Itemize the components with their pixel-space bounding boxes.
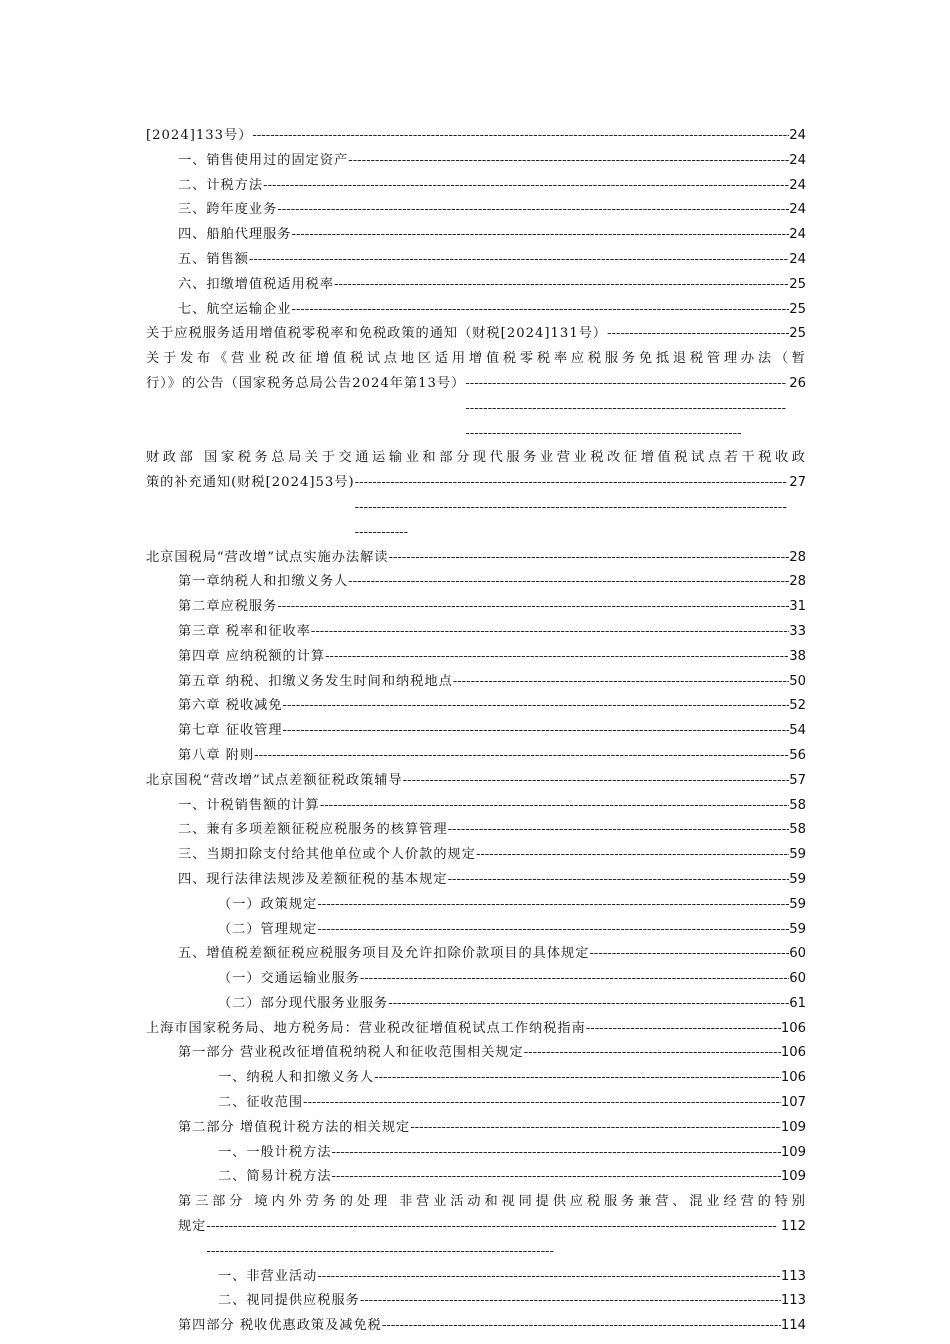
dot-leader: [348, 570, 789, 595]
toc-entry-title: 一、销售使用过的固定资产: [178, 152, 349, 168]
toc-entry-title: 关于应税服务适用增值税零税率和免税政策的通知（财税[2024]131号）: [146, 326, 608, 342]
toc-entry-page: 24: [789, 227, 806, 243]
toc-entry-title: 四、现行法律法规涉及差额征税的基本规定: [178, 871, 448, 887]
toc-entry-page: 24: [789, 202, 806, 218]
toc-entry[interactable]: [146, 843, 806, 868]
toc-entry-title: （二）部分现代服务业服务: [218, 995, 389, 1011]
toc-entry-page: 109: [780, 1144, 806, 1160]
toc-entry-page: 59: [789, 871, 806, 887]
dot-leader: [465, 372, 789, 446]
toc-entry-page: 24: [789, 152, 806, 168]
toc-entry-title-line1: 第三部分 境内外劳务的处理 非营业活动和视同提供应税服务兼营、混业经营的特别: [178, 1194, 806, 1210]
toc-entry-title: 第五章 纳税、扣缴义务发生时间和纳税地点: [178, 673, 453, 689]
toc-entry-page: 28: [789, 574, 806, 590]
toc-entry-page: 59: [789, 921, 806, 937]
toc-entry-page: 38: [789, 648, 806, 664]
toc-entry[interactable]: [146, 149, 806, 174]
toc-entry-title: 四、船舶代理服务: [178, 227, 292, 243]
toc-entry-page: 60: [789, 946, 806, 962]
toc-entry[interactable]: [146, 992, 806, 1017]
toc-entry-page: 61: [789, 995, 806, 1011]
toc-entry[interactable]: [146, 1141, 806, 1166]
toc-entry-page: 24: [789, 177, 806, 193]
dot-leader: [320, 794, 789, 819]
dot-leader: [355, 471, 790, 545]
toc-entry-page: 54: [789, 723, 806, 739]
dot-leader: [252, 124, 789, 149]
toc-entry-page: 28: [789, 549, 806, 565]
toc-entry[interactable]: [146, 570, 806, 595]
dot-leader: [607, 322, 789, 347]
toc-entry-page: 60: [789, 971, 806, 987]
toc-entry-title: 三、当期扣除支付给其他单位或个人价款的规定: [178, 847, 476, 863]
dot-leader: [586, 1017, 781, 1042]
toc-entry-title: 北京国税“营改增”试点差额征税政策辅导: [146, 772, 403, 788]
toc-entry[interactable]: [146, 868, 806, 893]
dot-leader: [292, 298, 790, 323]
toc-entry[interactable]: [146, 174, 806, 199]
dot-leader: [388, 546, 789, 571]
dot-leader: [332, 1141, 781, 1166]
dot-leader: [283, 719, 790, 744]
toc-entry-title: 二、计税方法: [178, 177, 264, 193]
toc-entry-page: 106: [780, 1045, 806, 1061]
toc-entry[interactable]: [146, 124, 806, 149]
toc-entry[interactable]: [146, 1041, 806, 1066]
toc-entry-page: 25: [789, 276, 806, 292]
toc-entry-page: 59: [789, 847, 806, 863]
toc-entry-title: （一）交通运输业服务: [218, 971, 360, 987]
toc-entry-title-line1: 财政部 国家税务总局关于交通运输业和部分现代服务业营业税改征增值税试点若干税收政: [146, 450, 806, 466]
toc-entry-title: 第七章 征收管理: [178, 723, 283, 739]
toc-entry[interactable]: [146, 546, 806, 571]
toc-entry-page: 113: [780, 1268, 806, 1284]
toc-entry-title: 七、航空运输企业: [178, 301, 292, 317]
dot-leader: [448, 868, 790, 893]
dot-leader: [325, 645, 789, 670]
dot-leader: [360, 967, 789, 992]
toc-entry-page: 59: [789, 896, 806, 912]
toc-entry[interactable]: [146, 769, 806, 794]
dot-leader: [388, 992, 789, 1017]
toc-entry-page: 50: [789, 673, 806, 689]
toc-entry[interactable]: [146, 248, 806, 273]
dot-leader: [374, 1066, 781, 1091]
toc-entry[interactable]: [146, 694, 806, 719]
dot-leader: [277, 595, 789, 620]
toc-entry[interactable]: [146, 1017, 806, 1042]
toc-entry-page: 58: [789, 797, 806, 813]
dot-leader: [589, 942, 789, 967]
toc-entry-page: 25: [789, 301, 806, 317]
toc-entry[interactable]: [146, 1066, 806, 1091]
dot-leader: [263, 174, 789, 199]
dot-leader: [403, 769, 790, 794]
dot-leader: [283, 694, 790, 719]
toc-entry[interactable]: [146, 1289, 806, 1314]
dot-leader: [382, 1314, 781, 1339]
dot-leader: [332, 1165, 781, 1190]
toc-entry[interactable]: [146, 942, 806, 967]
toc-entry-title: 二、简易计税方法: [218, 1169, 332, 1185]
dot-leader: [453, 670, 789, 695]
dot-leader: [334, 273, 789, 298]
dot-leader: [476, 843, 789, 868]
dot-leader: [524, 1041, 781, 1066]
toc-entry[interactable]: [146, 645, 806, 670]
toc-entry-title: 第一部分 营业税改征增值税纳税人和征收范围相关规定: [178, 1045, 524, 1061]
toc-entry-page: 112: [780, 1219, 806, 1235]
toc-entry[interactable]: [146, 918, 806, 943]
toc-entry-page: 26: [789, 375, 806, 391]
toc-entry[interactable]: [146, 818, 806, 843]
toc-entry-title: 五、销售额: [178, 251, 249, 267]
dot-leader: [360, 1289, 781, 1314]
toc-entry-page: 113: [780, 1293, 806, 1309]
toc-entry-page: 33: [789, 623, 806, 639]
toc-entry-page: 106: [780, 1020, 806, 1036]
dot-leader: [410, 1116, 781, 1141]
toc-entry-title: 一、纳税人和扣缴义务人: [218, 1070, 375, 1086]
toc-entry-page: 107: [780, 1095, 806, 1111]
toc-entry-title: （一）政策规定: [218, 896, 318, 912]
toc-entry[interactable]: [146, 198, 806, 223]
toc-entry-title: 北京国税局“营改增”试点实施办法解读: [146, 549, 389, 565]
toc-entry-page: 109: [780, 1169, 806, 1185]
toc-entry-page: 114: [780, 1318, 806, 1334]
dot-leader: [317, 1265, 781, 1290]
toc-entry-page: 24: [789, 128, 806, 143]
dot-leader: [303, 1091, 781, 1116]
toc-entry[interactable]: [146, 893, 806, 918]
toc-entry-title: 二、兼有多项差额征税应税服务的核算管理: [178, 822, 448, 838]
toc-entry-title: 六、扣缴增值税适用税率: [178, 276, 335, 292]
toc-entry-page: 57: [789, 772, 806, 788]
toc-entry[interactable]: [146, 347, 806, 446]
toc-entry-title: [2024]133号）: [146, 128, 253, 143]
toc-entry-page: 25: [789, 326, 806, 342]
toc-entry-page: 27: [789, 475, 806, 491]
toc-entry[interactable]: [146, 670, 806, 695]
dot-leader: [311, 620, 789, 645]
toc-entry-page: 106: [780, 1070, 806, 1086]
dot-leader: [448, 818, 790, 843]
toc-entry-page: 109: [780, 1119, 806, 1135]
toc-entry[interactable]: [146, 967, 806, 992]
toc-entry[interactable]: [146, 595, 806, 620]
toc-entry[interactable]: [146, 719, 806, 744]
toc-entry[interactable]: [146, 1190, 806, 1264]
dot-leader: [317, 893, 789, 918]
toc-entry[interactable]: [146, 794, 806, 819]
toc-entry-title-line2: 策的补充通知(财税[2024]53号): [146, 475, 355, 491]
toc-entry-title: 第六章 税收减免: [178, 698, 283, 714]
toc-entry[interactable]: [146, 1314, 806, 1339]
toc-entry-title: 第二章应税服务: [178, 599, 278, 615]
dot-leader: [206, 1215, 780, 1265]
dot-leader: [317, 918, 789, 943]
toc-entry[interactable]: [146, 298, 806, 323]
dot-leader: [254, 744, 789, 769]
toc-entry-page: 56: [789, 747, 806, 763]
toc-entry[interactable]: [146, 1116, 806, 1141]
toc-entry[interactable]: [146, 1091, 806, 1116]
toc-entry-page: 58: [789, 822, 806, 838]
toc-entry-title: 一、计税销售额的计算: [178, 797, 320, 813]
toc-entry[interactable]: [146, 620, 806, 645]
toc-entry-title: 上海市国家税务局、地方税务局：营业税改征增值税试点工作纳税指南: [146, 1020, 586, 1036]
toc-entry-page: 24: [789, 251, 806, 267]
toc-entry[interactable]: [146, 446, 806, 545]
toc-entry-title: 第一章纳税人和扣缴义务人: [178, 574, 349, 590]
dot-leader: [277, 198, 789, 223]
toc-entry-title: 二、视同提供应税服务: [218, 1293, 360, 1309]
toc-entry[interactable]: [146, 1265, 806, 1290]
toc-entry[interactable]: [146, 744, 806, 769]
toc-entry-title: 三、跨年度业务: [178, 202, 278, 218]
toc-entry-title-line2: 规定: [178, 1219, 207, 1235]
toc-entry-page: 52: [789, 698, 806, 714]
toc-entry-title: 一、一般计税方法: [218, 1144, 332, 1160]
toc-entry-title: （二）管理规定: [218, 921, 318, 937]
toc-entry-title: 一、非营业活动: [218, 1268, 318, 1284]
toc-entry-title: 第二部分 增值税计税方法的相关规定: [178, 1119, 411, 1135]
dot-leader: [348, 149, 789, 174]
toc-entry-title-line2: 行）》的公告（国家税务总局公告2024年第13号）: [146, 375, 466, 391]
table-of-contents: [146, 124, 806, 1339]
toc-entry[interactable]: [146, 1165, 806, 1190]
toc-entry-title: 二、征收范围: [218, 1095, 304, 1111]
toc-entry-title: 第八章 附则: [178, 747, 255, 763]
toc-entry[interactable]: [146, 273, 806, 298]
toc-entry-title: 第四部分 税收优惠政策及减免税: [178, 1318, 382, 1334]
toc-entry[interactable]: [146, 322, 806, 347]
toc-entry-title: 五、增值税差额征税应税服务项目及允许扣除价款项目的具体规定: [178, 946, 590, 962]
dot-leader: [292, 223, 790, 248]
dot-leader: [249, 248, 789, 273]
toc-entry-title-line1: 关于发布《营业税改征增值税试点地区适用增值税零税率应税服务免抵退税管理办法（暂: [146, 351, 806, 367]
toc-entry-title: 第四章 应纳税额的计算: [178, 648, 326, 664]
toc-entry[interactable]: [146, 223, 806, 248]
toc-entry-title: 第三章 税率和征收率: [178, 623, 311, 639]
toc-entry-page: 31: [789, 599, 806, 615]
